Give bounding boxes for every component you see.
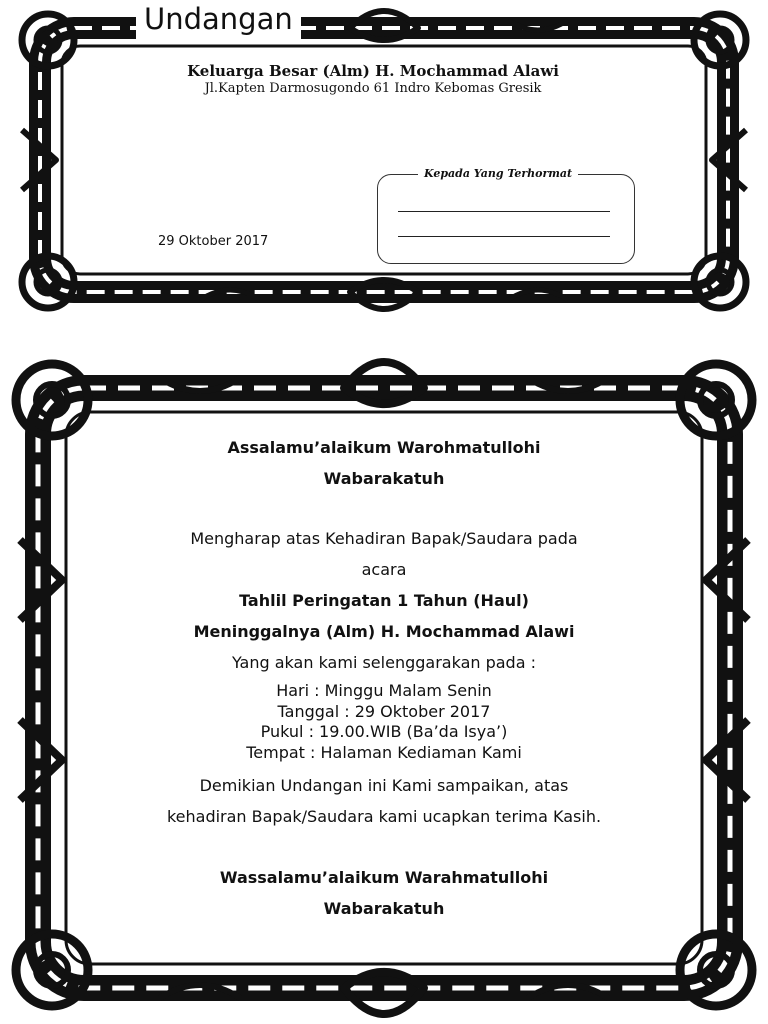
farewell-line: Wabarakatuh bbox=[323, 899, 445, 918]
invitation-title: Undangan bbox=[136, 0, 301, 40]
sender-address: Jl.Kapten Darmosugondo 61 Indro Kebomas Gresik bbox=[204, 81, 542, 96]
invitation-intro bbox=[96, 523, 672, 585]
intro-line: Mengharap atas Kehadiran Bapak/Saudara pada bbox=[190, 529, 578, 548]
detail-day: Hari : Minggu Malam Senin bbox=[276, 681, 492, 700]
recipient-address-box bbox=[377, 167, 635, 264]
event-title bbox=[96, 585, 672, 647]
celtic-border-ornament bbox=[0, 0, 768, 330]
detail-date: Tanggal : 29 Oktober 2017 bbox=[277, 701, 491, 721]
event-details bbox=[96, 681, 672, 763]
detail-time: Pukul : 19.00.WIB (Ba’da Isya’) bbox=[260, 722, 508, 741]
closing-greeting bbox=[96, 862, 672, 924]
closing-line: kehadiran Bapak/Saudara kami ucapkan terima Kasih. bbox=[166, 807, 602, 826]
schedule-lead: Yang akan kami selenggarakan pada : bbox=[231, 653, 536, 672]
detail-place: Tempat : Halaman Kediaman Kami bbox=[246, 742, 522, 762]
envelope-date: 29 Oktober 2017 bbox=[158, 234, 269, 249]
farewell-line: Wassalamu’alaikum Warahmatullohi bbox=[219, 868, 549, 887]
event-line: Meninggalnya (Alm) H. Mochammad Alawi bbox=[193, 622, 575, 641]
intro-line: acara bbox=[361, 560, 407, 579]
sender-family-name: Keluarga Besar (Alm) H. Mochammad Alawi bbox=[187, 62, 559, 80]
closing-message bbox=[96, 770, 672, 832]
greeting-line: Assalamu’alaikum Warohmatullohi bbox=[227, 438, 541, 457]
opening-greeting bbox=[96, 432, 672, 494]
address-line bbox=[398, 236, 610, 237]
closing-line: Demikian Undangan ini Kami sampaikan, atas bbox=[199, 776, 569, 795]
greeting-line: Wabarakatuh bbox=[323, 469, 445, 488]
event-line: Tahlil Peringatan 1 Tahun (Haul) bbox=[239, 591, 529, 610]
recipient-label: Kepada Yang Terhormat bbox=[418, 165, 578, 183]
envelope-card bbox=[0, 0, 768, 330]
address-line bbox=[398, 211, 610, 212]
